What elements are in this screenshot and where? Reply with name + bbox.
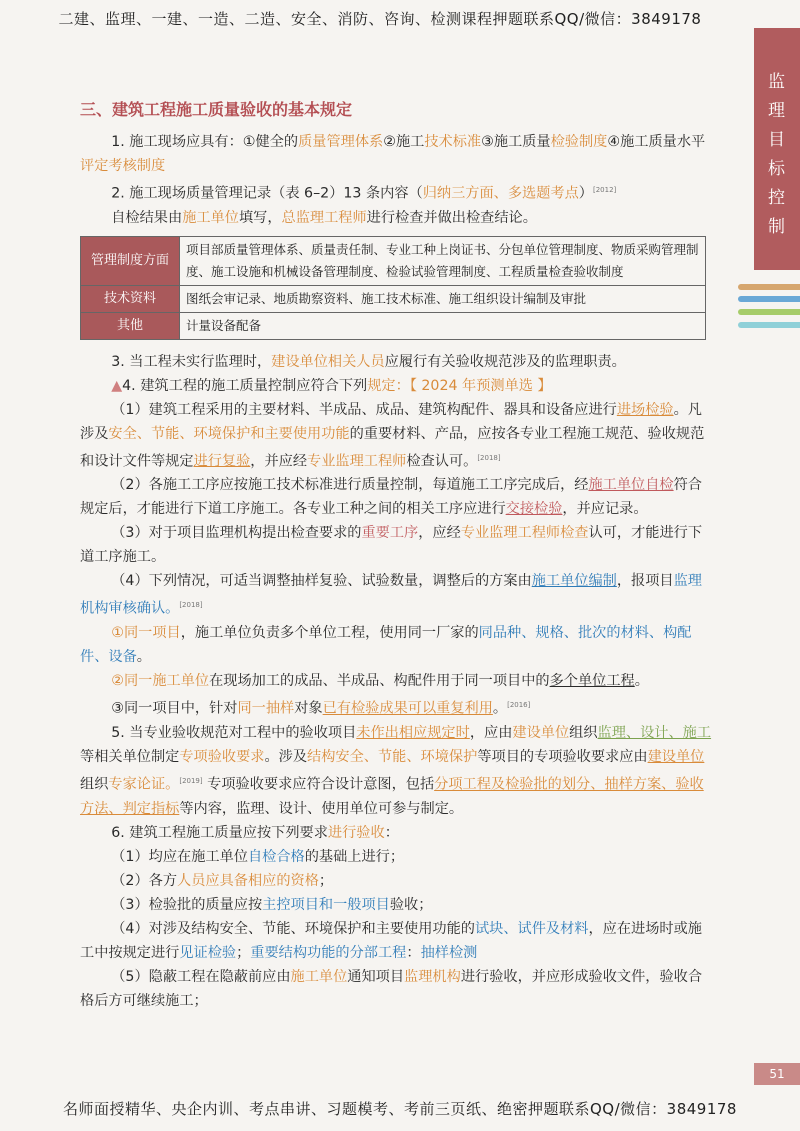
text: 等项目的专项验收要求应由 <box>477 748 648 765</box>
highlight: 施工单位自检 <box>588 477 674 494</box>
item-6 <box>80 821 712 845</box>
text: （1）均应在施工单位 <box>111 848 248 865</box>
text: 应履行有关验收规范涉及的监理职责。 <box>384 353 626 370</box>
item-4-1 <box>80 398 712 474</box>
decor-stripe <box>738 322 800 328</box>
highlight: 分项工程及检验批的划分、抽样方案、验收方法、判定指标 <box>80 776 704 817</box>
year-tag: [2018] <box>179 601 203 610</box>
text: （4）对涉及结构安全、节能、环境保护和主要使用功能的 <box>111 920 475 937</box>
highlight: 重要结构功能的分部工程 <box>250 944 407 961</box>
text: ，并应记录。 <box>562 501 648 518</box>
text: 3. 当工程未实行监理时， <box>111 353 272 370</box>
text: 的重要材料、产品，应按各专业工程施工规范、验收规范和设计文件等规定 <box>80 425 705 470</box>
text: 等相关单位制定 <box>80 748 180 765</box>
text: 。涉及 <box>264 748 308 765</box>
text: 检查认可。 <box>406 453 478 470</box>
text: 符合规定后，才能进行下道工序施工。各专业工种之间的相关工序应进行 <box>80 477 702 518</box>
section-title: 三、建筑工程施工质量验收的基本规定 <box>80 100 353 119</box>
item-6-2 <box>80 869 712 893</box>
exam-tag: ：【 2024 年预测单选 】 <box>395 377 552 394</box>
text: ； <box>318 872 334 889</box>
item-3 <box>80 350 712 374</box>
highlight: 专业监理工程师 <box>307 453 407 470</box>
text: 5. 当专业验收规范对工程中的验收项目 <box>111 724 357 741</box>
highlight: 监理机构 <box>404 968 461 985</box>
text: 组织 <box>80 776 109 793</box>
highlight: 人员应具备相应的资格 <box>177 872 319 889</box>
item-2-line2 <box>80 206 712 230</box>
highlight: 进行验收 <box>327 824 385 841</box>
case-3 <box>80 693 712 721</box>
highlight: 规定 <box>367 377 396 394</box>
text: ②施工 <box>383 134 425 150</box>
text: （5）隐蔽工程在隐蔽前应由 <box>111 968 291 985</box>
text: ，报项目 <box>616 573 674 590</box>
text: 自检结果由 <box>111 209 183 226</box>
side-tab-char: 控 <box>768 188 786 208</box>
side-tab <box>754 28 800 270</box>
year-tag: [2012] <box>592 186 617 194</box>
text: （3）对于项目监理机构提出检查要求的 <box>111 525 362 542</box>
text: 4. 建筑工程的施工质量控制应符合下列 <box>122 377 368 394</box>
text: 进行验收，并应形成验收文件，验收合格后方可继续施工； <box>80 968 703 1009</box>
case-2 <box>80 669 712 693</box>
highlight: 质量管理体系 <box>298 134 384 150</box>
item-2 <box>80 178 712 206</box>
triangle-icon: ▲ <box>111 377 123 394</box>
side-tab-char: 目 <box>768 130 786 150</box>
text: （2）各方 <box>111 872 178 889</box>
text: 在现场加工的成品、半成品、构配件用于同一项目中的 <box>209 673 550 690</box>
text: （3）检验批的质量应按 <box>111 896 263 913</box>
text: 通知项目 <box>347 968 405 985</box>
year-tag: [2018] <box>477 453 501 462</box>
highlight: 专项验收要求 <box>179 748 265 765</box>
table-head-cell: 其他 <box>81 312 180 339</box>
text: ④施工质量水平 <box>607 134 706 150</box>
text: 。凡涉及 <box>80 401 702 442</box>
text: ） <box>578 185 593 202</box>
highlight: 进场检验 <box>616 401 674 418</box>
decor-stripe <box>738 309 800 315</box>
table-body-cell: 项目部质量管理体系、质量责任制、专业工种上岗证书、分包单位管理制度、物质采购管理制度、施工设施和机械设备管理制度、检验试验管理制度、工程质量检查验收制度 <box>180 236 706 285</box>
table-head-cell: 管理制度方面 <box>81 236 180 285</box>
item-4-2 <box>80 473 712 521</box>
text: ③同一项目中，针对 <box>111 700 238 717</box>
highlight: 交接检验 <box>505 501 563 518</box>
text: ，并应经 <box>250 453 308 470</box>
text: 。 <box>492 700 508 717</box>
text: ，应在进场时或施工中按规定进行 <box>80 920 702 961</box>
highlight: 进行复验 <box>193 453 251 470</box>
text: 等内容，监理、设计、使用单位可参与制定。 <box>179 800 464 817</box>
highlight: 专家论证。 <box>108 776 180 793</box>
text: （4）下列情况，可适当调整抽样复验、试验数量，调整后的方案由 <box>111 573 532 590</box>
side-tab-label <box>754 68 800 242</box>
highlight: 技术标准 <box>424 134 482 150</box>
text: ： <box>384 824 399 841</box>
text: 进行检查并做出检查结论。 <box>366 209 537 226</box>
text: 。 <box>634 673 649 690</box>
text: ： <box>406 944 421 961</box>
table-row <box>81 236 706 285</box>
highlight: 抽样检测 <box>420 944 478 961</box>
item-6-4 <box>80 917 712 965</box>
highlight: 施工单位 <box>182 209 239 226</box>
highlight: 检验制度 <box>550 134 608 150</box>
item-1 <box>80 130 712 178</box>
highlight: 同品种、规格、批次的材料、构配件、设备 <box>80 625 692 666</box>
side-tab-char: 制 <box>768 217 786 237</box>
case-1 <box>80 621 712 669</box>
text: ，应由 <box>469 724 513 741</box>
highlight: 见证检验 <box>179 944 237 961</box>
highlight: 自检合格 <box>247 848 305 865</box>
highlight: 试块、试件及材料 <box>474 920 589 937</box>
highlight: 建设单位相关人员 <box>271 353 385 370</box>
text: （2）各施工工序应按施工技术标准进行质量控制，每道施工工序完成后，经 <box>111 477 589 494</box>
highlight: ②同一施工单位 <box>111 673 210 690</box>
item-4 <box>80 374 712 398</box>
decor-stripe <box>738 296 800 302</box>
table-row <box>81 285 706 312</box>
text: 对象 <box>294 700 323 717</box>
highlight: 多个单位工程 <box>549 673 635 690</box>
text: 6. 建筑工程施工质量应按下列要求 <box>111 824 328 841</box>
side-tab-char: 监 <box>768 72 786 92</box>
table-body-cell: 计量设备配备 <box>180 312 706 339</box>
highlight: 监理机构审核确认。 <box>80 573 702 618</box>
text: 填写， <box>238 209 282 226</box>
text: ； <box>236 944 251 961</box>
highlight: 施工单位编制 <box>531 573 617 590</box>
highlight: 未作出相应规定时 <box>356 724 470 741</box>
highlight: 建设单位 <box>512 724 570 741</box>
highlight: 专业监理工程师检查 <box>460 525 589 542</box>
side-tab-char: 标 <box>768 159 786 179</box>
highlight: 重要工序 <box>361 525 419 542</box>
highlight: 建设单位 <box>647 748 705 765</box>
page-number: 51 <box>754 1063 800 1085</box>
item-6-5 <box>80 965 712 1013</box>
text: ，施工单位负责多个单位工程，使用同一厂家的 <box>180 625 479 642</box>
text: ③施工质量 <box>481 134 551 150</box>
highlight: 安全、节能、环境保护和主要使用功能 <box>108 425 350 442</box>
text: 验收； <box>389 896 433 913</box>
highlight: 结构安全、节能、环境保护 <box>307 748 478 765</box>
text: 组织 <box>569 724 598 741</box>
text: 1. 施工现场应具有：①健全的 <box>111 134 299 150</box>
quality-record-table <box>80 236 706 340</box>
main-content <box>80 98 712 1013</box>
item-6-3 <box>80 893 712 917</box>
text: 认可，才能进行下道工序施工。 <box>80 525 703 566</box>
highlight: ①同一项目 <box>111 625 181 642</box>
side-tab-char: 理 <box>768 101 786 121</box>
table-head-cell: 技术资料 <box>81 285 180 312</box>
decor-stripe <box>738 284 800 290</box>
item-4-4 <box>80 569 712 621</box>
highlight: 评定考核制度 <box>80 158 166 174</box>
text: 2. 施工现场质量管理记录（表 6–2）13 条内容（ <box>111 185 423 202</box>
item-6-1 <box>80 845 712 869</box>
text: ，应经 <box>418 525 461 542</box>
table-row <box>81 312 706 339</box>
text: 专项验收要求应符合设计意图，包括 <box>202 776 435 793</box>
item-5 <box>80 721 712 821</box>
text: 的基础上进行； <box>304 848 405 865</box>
bottom-banner: 名师面授精华、央企内训、考点串讲、习题模考、考前三页纸、绝密押题联系QQ/微信：3849178 <box>63 1100 737 1118</box>
highlight: 主控项目和一般项目 <box>262 896 390 913</box>
highlight: 施工单位 <box>290 968 348 985</box>
top-banner: 二建、监理、一建、一造、二造、安全、消防、咨询、检测课程押题联系QQ/微信：3849178 <box>58 10 702 28</box>
year-tag: [2016] <box>507 701 531 710</box>
text: 。 <box>136 649 151 666</box>
highlight: 总监理工程师 <box>281 209 367 226</box>
item-4-3 <box>80 521 712 569</box>
highlight: 同一抽样 <box>237 700 295 717</box>
highlight: 归纳三方面、多选题考点 <box>422 185 579 202</box>
highlight: 监理、设计、施工 <box>597 724 712 741</box>
year-tag: [2019] <box>179 776 203 785</box>
text: （1）建筑工程采用的主要材料、半成品、成品、建筑构配件、器具和设备应进行 <box>111 401 617 418</box>
highlight: 已有检验成果可以重复利用 <box>322 700 493 717</box>
table-body-cell: 图纸会审记录、地质勘察资料、施工技术标准、施工组织设计编制及审批 <box>180 285 706 312</box>
